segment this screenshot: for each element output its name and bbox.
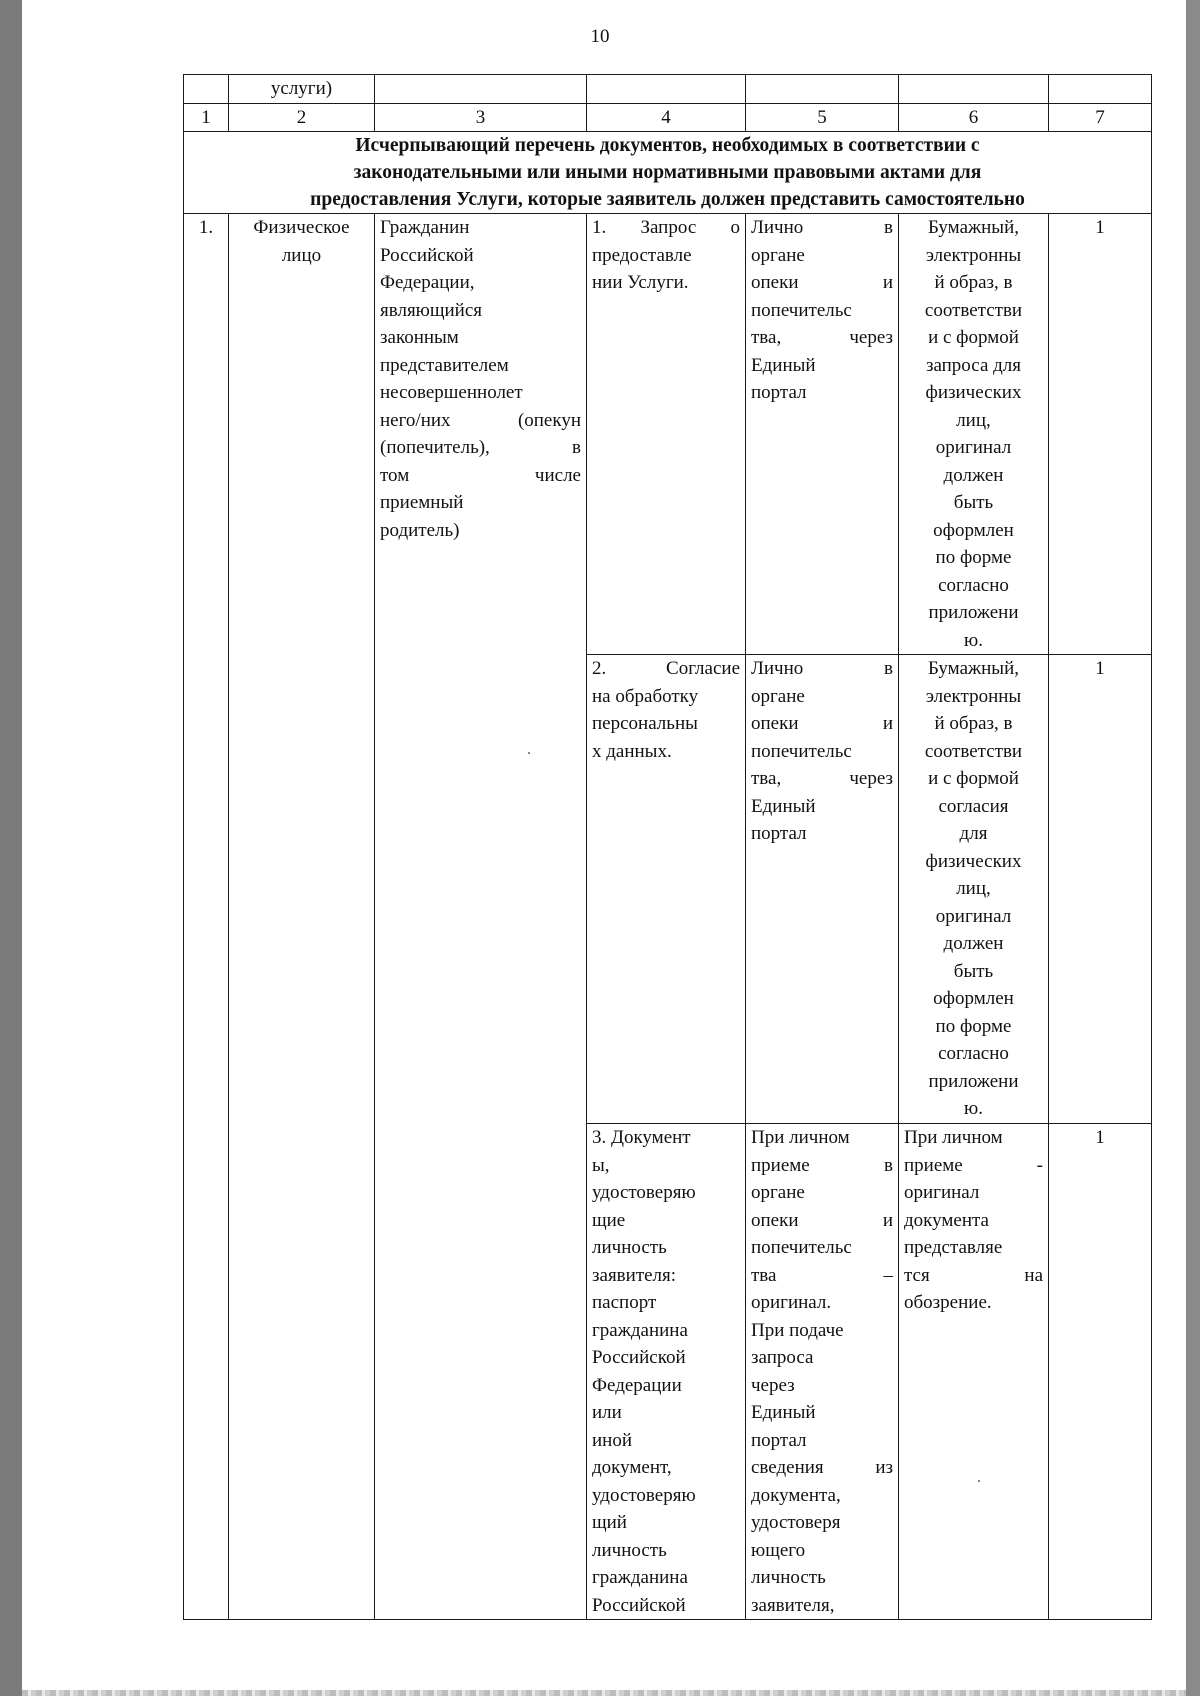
doc-name-line: на обработку bbox=[592, 685, 699, 707]
method-line: тва, через bbox=[751, 768, 893, 789]
applicant-line: законным bbox=[380, 327, 459, 348]
applicant-line: несовершеннолет bbox=[380, 382, 523, 403]
method-line: тва – bbox=[751, 1264, 893, 1286]
carry-cell-1 bbox=[184, 75, 229, 104]
form-line: представляе bbox=[904, 1237, 1003, 1258]
column-numbers-row bbox=[184, 103, 1152, 132]
doc-name-line: паспорт bbox=[592, 1292, 657, 1313]
applicant-line: него/них (опекун bbox=[380, 409, 581, 431]
category-line: лицо bbox=[281, 244, 322, 266]
form-line: согласно bbox=[938, 574, 1009, 596]
doc-name-line: 3. Документ bbox=[592, 1127, 691, 1148]
method-line: Лично в bbox=[751, 658, 893, 679]
column-number: 4 bbox=[587, 103, 746, 132]
carry-cell-5 bbox=[746, 75, 899, 104]
entry-category bbox=[229, 214, 375, 1620]
document-form-1 bbox=[899, 214, 1049, 655]
form-line: лиц, bbox=[956, 878, 991, 899]
applicant-line: Федерации, bbox=[380, 272, 475, 293]
column-number: 5 bbox=[746, 103, 899, 132]
doc-name-line: заявителя: bbox=[592, 1264, 677, 1286]
applicant-line: приемный bbox=[380, 492, 464, 513]
entry-applicant bbox=[375, 214, 587, 1620]
carry-cell-2: услуги) bbox=[229, 75, 375, 104]
method-line: При подаче bbox=[751, 1319, 844, 1341]
form-line: и с формой bbox=[928, 768, 1019, 789]
form-line: соответстви bbox=[924, 740, 1023, 762]
document-form-2 bbox=[899, 655, 1049, 1124]
doc-name-line: гражданина bbox=[592, 1319, 688, 1341]
doc-name-line: документ, bbox=[592, 1457, 672, 1478]
form-line: электронны bbox=[925, 685, 1022, 707]
form-line: оформлен bbox=[933, 988, 1014, 1009]
doc-name-line: Федерации bbox=[592, 1374, 682, 1396]
category-line: Физическое bbox=[253, 217, 350, 238]
form-line: по форме bbox=[935, 547, 1012, 568]
doc-name-line: персональны bbox=[592, 713, 698, 734]
method-line: органе bbox=[751, 1182, 805, 1203]
column-number: 3 bbox=[375, 103, 587, 132]
form-line: по форме bbox=[935, 1015, 1012, 1037]
doc-name-line: щие bbox=[592, 1209, 626, 1231]
method-line: попечительс bbox=[751, 740, 852, 762]
method-line: ющего bbox=[751, 1539, 806, 1561]
form-line: Бумажный, bbox=[928, 217, 1019, 238]
submission-method-3 bbox=[746, 1124, 899, 1620]
doc-name-line: удостоверяю bbox=[592, 1182, 696, 1203]
scan-speck bbox=[528, 752, 530, 754]
method-line: приеме в bbox=[751, 1154, 893, 1176]
form-line: соответстви bbox=[924, 299, 1023, 321]
form-line: приложени bbox=[928, 602, 1019, 623]
document-name-3 bbox=[587, 1124, 746, 1620]
method-line: сведения из bbox=[751, 1457, 893, 1478]
doc-name-line: 1. Запрос о bbox=[592, 217, 740, 238]
method-line: При личном bbox=[751, 1127, 850, 1148]
method-line: опеки и bbox=[751, 713, 893, 734]
form-line: быть bbox=[953, 492, 994, 513]
method-line: опеки и bbox=[751, 272, 893, 293]
method-line: портал bbox=[751, 382, 807, 403]
form-line: приложени bbox=[928, 1070, 1019, 1092]
method-line: Единый bbox=[751, 354, 816, 376]
method-line: запроса bbox=[751, 1347, 814, 1368]
doc-name-line: гражданина bbox=[592, 1567, 688, 1588]
method-line: попечительс bbox=[751, 299, 852, 321]
documents-table bbox=[183, 74, 1152, 1620]
scan-right-edge bbox=[1186, 0, 1200, 1696]
method-line: удостоверя bbox=[751, 1512, 841, 1533]
scan-bottom-edge bbox=[22, 1690, 1186, 1696]
document-count-2: 1 bbox=[1049, 655, 1152, 1124]
document-count-1: 1 bbox=[1049, 214, 1152, 655]
column-number: 7 bbox=[1049, 103, 1152, 132]
entry-number: 1. bbox=[184, 214, 229, 1620]
applicant-line: (попечитель), в bbox=[380, 437, 581, 458]
method-line: опеки и bbox=[751, 1209, 893, 1231]
form-line: оригинал bbox=[935, 437, 1012, 458]
method-line: заявителя, bbox=[751, 1594, 835, 1616]
submission-method-1 bbox=[746, 214, 899, 655]
scan-speck bbox=[978, 1480, 980, 1482]
carry-over-row bbox=[184, 75, 1152, 104]
applicant-line: Гражданин bbox=[380, 217, 470, 238]
form-line: й образ, в bbox=[934, 713, 1013, 734]
doc-name-line: иной bbox=[592, 1429, 633, 1451]
section-heading-line: законодательными или иными нормативными правовыми актами для bbox=[353, 162, 982, 183]
doc-name-line: или bbox=[592, 1402, 622, 1423]
method-line: органе bbox=[751, 244, 805, 266]
form-line: лиц, bbox=[956, 409, 991, 431]
form-line: согласия bbox=[938, 795, 1009, 817]
form-line: й образ, в bbox=[934, 272, 1013, 293]
method-line: документа, bbox=[751, 1484, 841, 1506]
applicant-line: том числе bbox=[380, 464, 581, 486]
doc-name-line: Российской bbox=[592, 1594, 686, 1616]
form-line: быть bbox=[953, 960, 994, 982]
document-name-1 bbox=[587, 214, 746, 655]
carry-cell-4 bbox=[587, 75, 746, 104]
method-line: через bbox=[751, 1374, 795, 1396]
section-heading-line: предоставления Услуги, которые заявитель должен представить самостоятельно bbox=[310, 189, 1025, 210]
document-name-2 bbox=[587, 655, 746, 1124]
carry-cell-7 bbox=[1049, 75, 1152, 104]
form-line: согласно bbox=[938, 1043, 1009, 1064]
form-line: электронны bbox=[925, 244, 1022, 266]
carry-cell-3 bbox=[375, 75, 587, 104]
form-line: запроса для bbox=[925, 354, 1022, 376]
form-line: физических bbox=[925, 850, 1022, 872]
form-line: для bbox=[959, 823, 988, 844]
scan-left-edge bbox=[0, 0, 22, 1696]
applicant-line: родитель) bbox=[380, 519, 460, 541]
form-line: При личном bbox=[904, 1127, 1003, 1148]
method-line: портал bbox=[751, 1429, 807, 1451]
document-form-3 bbox=[899, 1124, 1049, 1620]
form-line: оформлен bbox=[933, 519, 1014, 541]
doc-name-line: Российской bbox=[592, 1347, 686, 1368]
method-line: тва, через bbox=[751, 327, 893, 348]
method-line: Единый bbox=[751, 1402, 816, 1423]
form-line: тся на bbox=[904, 1264, 1043, 1286]
form-line: должен bbox=[943, 464, 1004, 486]
section-heading-line: Исчерпывающий перечень документов, необходимых в соответствии с bbox=[355, 135, 980, 156]
column-number: 2 bbox=[229, 103, 375, 132]
method-line: личность bbox=[751, 1567, 826, 1588]
doc-name-line: щий bbox=[592, 1512, 627, 1533]
method-line: попечительс bbox=[751, 1237, 852, 1258]
form-line: ю. bbox=[964, 1098, 983, 1119]
form-line: документа bbox=[904, 1209, 989, 1231]
method-line: оригинал. bbox=[751, 1292, 832, 1313]
form-line: приеме - bbox=[904, 1154, 1043, 1176]
doc-name-line: нии Услуги. bbox=[592, 272, 689, 293]
method-line: портал bbox=[751, 823, 807, 844]
method-line: Единый bbox=[751, 795, 816, 817]
doc-name-line: 2. Согласие bbox=[592, 658, 740, 679]
form-line: Бумажный, bbox=[928, 658, 1019, 679]
form-line: физических bbox=[925, 382, 1022, 403]
applicant-line: являющийся bbox=[380, 299, 483, 321]
doc-name-line: личность bbox=[592, 1237, 667, 1258]
applicant-line: представителем bbox=[380, 354, 509, 376]
form-line: должен bbox=[943, 933, 1004, 954]
submission-method-2 bbox=[746, 655, 899, 1124]
form-line: ю. bbox=[964, 629, 983, 651]
doc-name-line: предоставле bbox=[592, 244, 692, 266]
doc-name-line: х данных. bbox=[592, 740, 672, 762]
section-heading bbox=[184, 132, 1152, 214]
column-number: 6 bbox=[899, 103, 1049, 132]
column-number: 1 bbox=[184, 103, 229, 132]
form-line: оригинал bbox=[935, 905, 1012, 927]
carry-cell-6 bbox=[899, 75, 1049, 104]
doc-name-line: удостоверяю bbox=[592, 1484, 696, 1506]
method-line: органе bbox=[751, 685, 805, 707]
doc-name-line: личность bbox=[592, 1539, 667, 1561]
document-count-3: 1 bbox=[1049, 1124, 1152, 1620]
doc-name-line: ы, bbox=[592, 1154, 610, 1176]
document-row-1 bbox=[184, 214, 1152, 655]
form-line: обозрение. bbox=[904, 1292, 992, 1313]
page-number: 10 bbox=[590, 26, 610, 47]
section-heading-row bbox=[184, 132, 1152, 214]
method-line: Лично в bbox=[751, 217, 893, 238]
applicant-line: Российской bbox=[380, 244, 474, 266]
form-line: оригинал bbox=[904, 1182, 980, 1203]
form-line: и с формой bbox=[928, 327, 1019, 348]
